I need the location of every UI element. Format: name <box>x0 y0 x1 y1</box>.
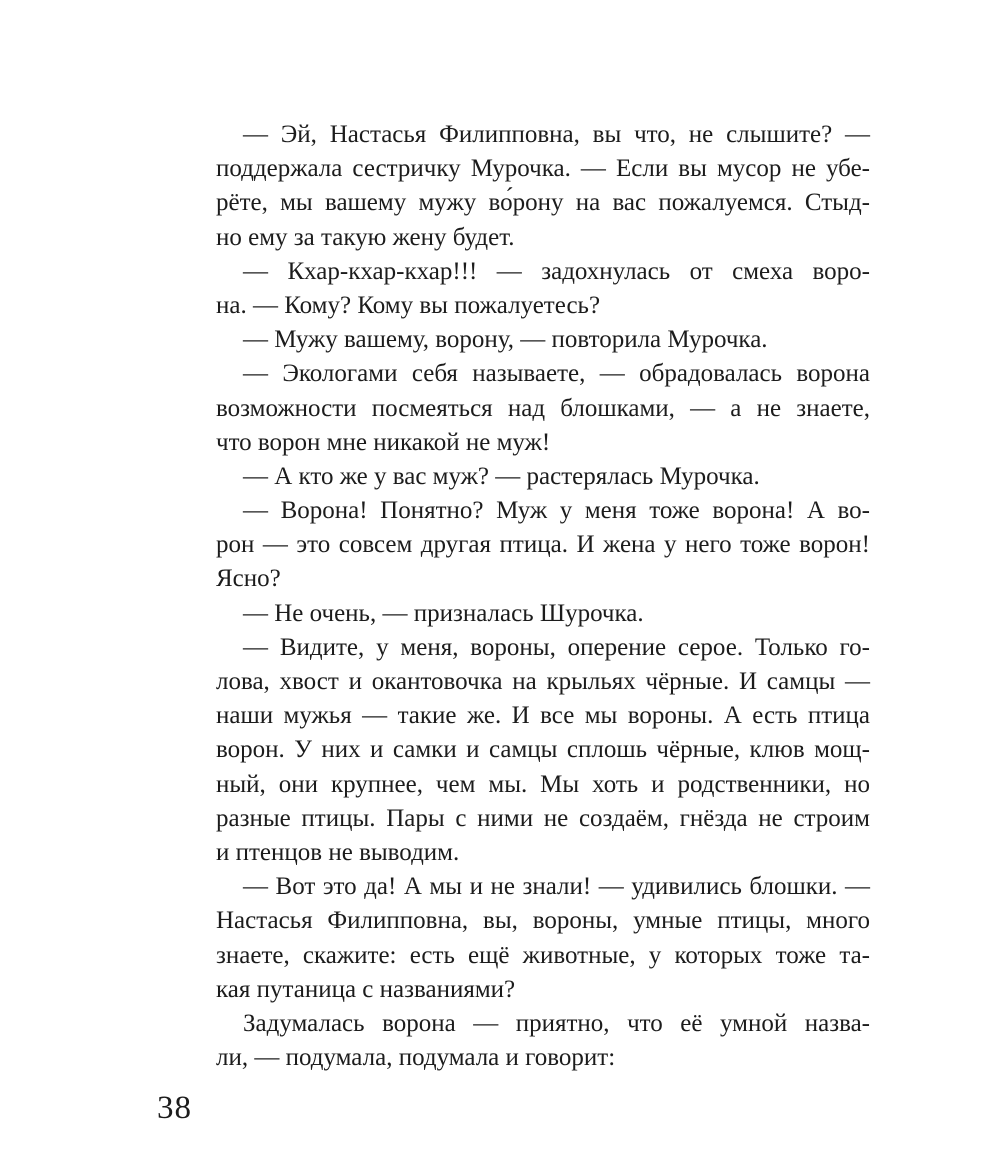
text-line: кая путаница с названиями? <box>216 975 516 1003</box>
text-line: и птенцов не выводим. <box>216 838 460 866</box>
text-line: Ясно? <box>216 565 281 593</box>
text-line: возможности посмеяться над блошками, — а не знаете, <box>216 394 870 422</box>
text-line: — Мужу вашему, ворону, — повторила Мурочка. <box>243 326 768 354</box>
text-line: разные птицы. Пары с ними не создаём, гнёзда не строим <box>216 804 870 832</box>
text-line: знаете, скажите: есть ещё животные, у которых тоже та- <box>216 941 870 969</box>
text-line: на. — Кому? Кому вы пожалуетесь? <box>216 291 601 319</box>
text-line: что ворон мне никакой не муж! <box>216 428 551 456</box>
text-line: рон — это совсем другая птица. И жена у него тоже ворон! <box>216 531 870 559</box>
text-line: Настасья Филипповна, вы, вороны, умные птицы, много <box>216 907 870 935</box>
text-line: — Экологами себя называете, — обрадовалась ворона <box>243 360 870 388</box>
text-line: рёте, мы вашему мужу во́рону на вас пожалуемся. Стыд- <box>216 189 870 217</box>
text-line: но ему за такую жену будет. <box>216 223 515 251</box>
text-line: — Видите, у меня, вороны, оперение серое. Только го- <box>243 633 870 661</box>
text-line: — Не очень, — призналась Шурочка. <box>243 599 644 627</box>
body-text <box>216 118 870 1075</box>
text-line: Задумалась ворона — приятно, что её умной назва- <box>243 1009 870 1037</box>
text-line: ный, они крупнее, чем мы. Мы хоть и родственники, но <box>216 770 870 798</box>
text-line: ворон. У них и самки и самцы сплошь чёрные, клюв мощ- <box>216 736 870 764</box>
text-line: — Ворона! Понятно? Муж у меня тоже ворона! А во- <box>243 497 870 525</box>
text-line: наши мужья — такие же. И все мы вороны. А есть птица <box>216 702 870 730</box>
text-line: — Вот это да! А мы и не знали! — удивились блошки. — <box>243 873 870 901</box>
text-line: лова, хвост и окантовочка на крыльях чёрные. И самцы — <box>216 668 870 695</box>
text-line: ли, — подумала, подумала и говорит: <box>216 1044 616 1072</box>
text-line: поддержала сестричку Мурочка. — Если вы мусор не убе- <box>216 155 870 183</box>
page-number: 38 <box>157 1090 192 1126</box>
text-line: — А кто же у вас муж? — растерялась Мурочка. <box>243 462 760 490</box>
text-line: — Кхар-кхар-кхар!!! — задохнулась от смеха воро- <box>243 257 870 285</box>
text-line: — Эй, Настасья Филипповна, вы что, не слышите? — <box>243 121 870 148</box>
